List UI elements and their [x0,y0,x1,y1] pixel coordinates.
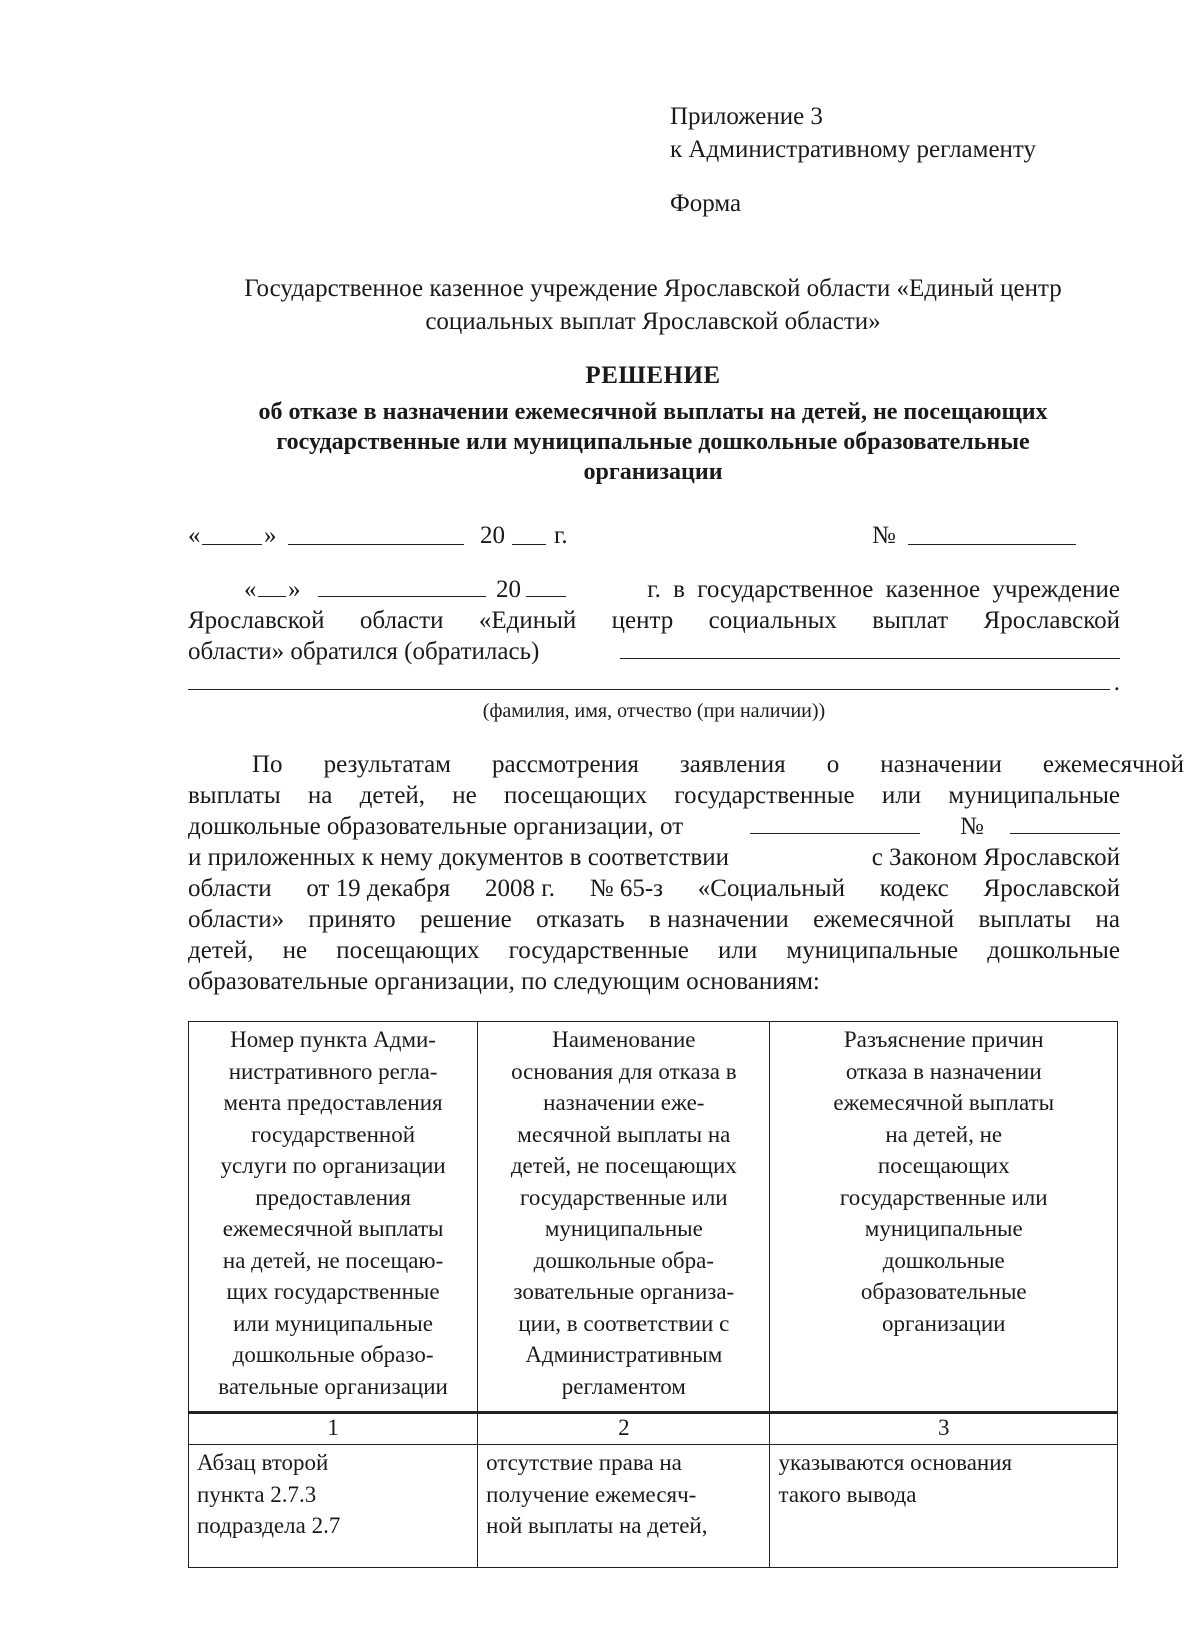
paragraph-word: государственные [674,782,855,809]
paragraph-word: «Единый [478,607,577,634]
paragraph-word: муниципальные [786,937,959,964]
paragraph-text: образовательные организации, по следующим основаниям: [188,968,820,995]
decision-subtitle-line: об отказе в назначении ежемесячной выплаты на детей, не посещающих [258,399,1048,425]
paragraph-word: рассмотрения [492,751,639,778]
paragraph-text: с Законом Ярославской [871,844,1120,871]
applicant-name-blank-cont[interactable] [188,667,1110,690]
decision-subtitle-line: организации [583,459,723,485]
month-blank[interactable] [318,574,486,597]
paragraph-line [188,780,1120,811]
paragraph-word: или [718,937,758,964]
period: . [1113,669,1120,696]
paragraph-word: заявления [679,751,786,778]
paragraph-word: государственные [508,937,689,964]
form-label: Форма [670,190,742,217]
application-date-blank[interactable] [750,811,920,834]
paragraph-word: «Социальный [697,875,845,902]
year-blank[interactable] [512,522,546,545]
paragraph-text [188,873,1120,904]
table-header-cell: Наименование основания для отказа в назначении еже- месячной выплаты на детей, не посещающих государственные или муниципальные дошкольные обра- зовательные организа- ции, в соответствии с Административным регламентом [478,1022,770,1413]
number-sign: № [960,813,984,840]
paragraph-word: выплат [872,607,949,634]
year-suffix: г. [554,522,568,549]
paragraph-line [188,811,1120,842]
paragraph-word: 2008 г. [485,875,555,902]
number-sign: № [872,522,896,549]
paragraph-word: назначении [880,751,1002,778]
month-blank[interactable] [288,522,464,545]
appendix-reference: к Административному регламенту [670,136,1037,163]
paragraph-line [188,904,1120,935]
table-row [189,1445,1118,1568]
paragraph-word: № 65-з [589,875,664,902]
paragraph-line [188,873,1120,904]
paragraph-word: результатам [323,751,451,778]
paragraph-word: По [252,751,283,778]
paragraph-word: посещающих [504,782,648,809]
paragraph-line [188,574,1120,605]
decision-subtitle-line: государственные или муниципальные дошкольные образовательные [276,429,1030,455]
paragraph-word: ежемесячной [1042,751,1184,778]
paragraph-word: области [359,607,444,634]
organization-line: Государственное казенное учреждение Ярославской области «Единый центр [244,275,1062,302]
column-number: 1 [189,1413,478,1445]
decision-title: РЕШЕНИЕ [585,362,721,389]
paragraph-line [188,667,1120,698]
paragraph-line [188,749,1184,780]
year-prefix: 20 [496,576,521,603]
grounds-table [188,1021,1118,1568]
paragraph-line [188,935,1120,966]
paragraph-text [188,904,1120,935]
paragraph-text [188,749,1184,780]
day-open-quote: « [188,522,201,549]
paragraph-text: г. в государственное казенное учреждение [647,576,1120,603]
paragraph-word: решение [419,906,512,933]
organization-name [188,272,1118,338]
fio-caption: (фамилия, имя, отчество (при наличии)) [482,700,826,722]
day-close-quote: » [288,576,301,603]
result-paragraph [188,749,1184,997]
paragraph-line [188,636,1120,667]
paragraph-text [188,605,1120,636]
year-prefix: 20 [480,522,505,549]
organization-line: социальных выплат Ярославской области» [425,308,881,335]
table-number-row [189,1413,1118,1445]
table-header-row [189,1022,1118,1413]
paragraph-word: детей, [359,782,426,809]
year-blank[interactable] [526,574,566,597]
paragraph-text: области» обратился (обратилась) [188,638,540,665]
day-close-quote: » [264,522,277,549]
paragraph-line [188,842,1120,873]
table-cell: Абзац второй пункта 2.7.3 подраздела 2.7 [189,1445,478,1568]
paragraph-text [188,935,1120,966]
paragraph-word: выплаты [978,906,1072,933]
paragraph-word: Ярославской [983,875,1120,902]
paragraph-word: центр [611,607,674,634]
paragraph-word: дошкольные [987,937,1120,964]
paragraph-word: муниципальные [948,782,1120,809]
paragraph-word: принято [308,906,396,933]
paragraph-word: от 19 декабря [306,875,451,902]
paragraph-text [188,780,1120,811]
decision-subtitle [188,397,1118,487]
paragraph-word: кодекс [879,875,949,902]
paragraph-word: Ярославской [188,607,325,634]
application-paragraph [188,574,1120,698]
paragraph-word: не [282,937,308,964]
table-cell: отсутствие права на получение ежемесяч- ной выплаты на детей, [478,1445,770,1568]
paragraph-word: о [826,751,840,778]
paragraph-line [188,605,1120,636]
paragraph-line [188,966,1120,997]
column-number: 3 [770,1413,1118,1445]
paragraph-word: выплаты [188,782,281,809]
paragraph-text: и приложенных к нему документов в соответствии [188,844,729,871]
paragraph-word: области» [188,906,285,933]
paragraph-word: посещающих [336,937,480,964]
day-open-quote: « [244,576,257,603]
paragraph-word: Ярославской [983,607,1120,634]
paragraph-word: на [1095,906,1120,933]
table-cell: указываются основания такого вывода [770,1445,1118,1568]
date-number-line [188,522,1078,556]
appendix-block [670,100,1036,166]
column-number: 2 [478,1413,770,1445]
paragraph-word: социальных [708,607,837,634]
paragraph-word: или [881,782,922,809]
day-blank[interactable] [202,522,262,545]
number-blank[interactable] [908,522,1076,545]
paragraph-word: детей, [188,937,254,964]
applicant-name-blank[interactable] [620,636,1120,659]
application-number-blank[interactable] [1010,811,1120,834]
appendix-title: Приложение 3 [670,103,823,130]
day-blank[interactable] [258,574,286,597]
paragraph-text: дошкольные образовательные организации, от [188,813,684,840]
paragraph-word: области [188,875,272,902]
table-header-cell: Разъяснение причин отказа в назначении ежемесячной выплаты на детей, не посещающих государственные или муниципальные дошкольные образовательные организации [770,1022,1118,1413]
paragraph-word: на [307,782,333,809]
paragraph-word: не [452,782,477,809]
paragraph-word: в назначении [649,906,789,933]
paragraph-word: ежемесячной [813,906,955,933]
paragraph-word: отказать [536,906,625,933]
table-header-cell: Номер пункта Адми- нистративного регла- мента предоставления государственной услуги по организации предоставления ежемесячной выплаты на детей, не посещаю- щих государственные или муниципальные дошкольные образо- вательные организации [189,1022,478,1413]
